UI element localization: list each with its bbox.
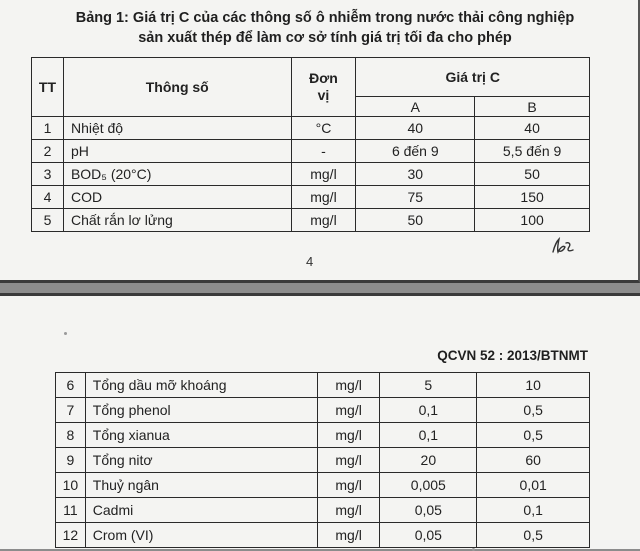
cell-unit: mg/l [291, 163, 356, 186]
table-row [32, 186, 590, 209]
page-number: 4 [306, 254, 314, 269]
cell-param: Tổng dầu mỡ khoáng [85, 373, 317, 398]
cell-param: Tổng phenol [85, 398, 317, 423]
header-param: Thông số [63, 58, 291, 117]
cell-b: 0,01 [477, 473, 590, 498]
table-row [56, 473, 590, 498]
header-value-c: Giá trị C [356, 58, 590, 97]
table-row [32, 163, 590, 186]
table-row [56, 523, 590, 548]
header-col-a: A [356, 97, 475, 117]
cell-a: 5 [380, 373, 477, 398]
cell-tt: 10 [56, 473, 86, 498]
cell-param: Thuỷ ngân [85, 473, 317, 498]
table-caption [40, 8, 610, 48]
cell-a: 30 [356, 163, 475, 186]
cell-a: 0,005 [380, 473, 477, 498]
cell-unit: - [291, 140, 356, 163]
cell-tt: 7 [56, 398, 86, 423]
header-col-b: B [475, 97, 590, 117]
cell-b: 0,1 [477, 498, 590, 523]
scan-speck [64, 332, 67, 335]
standard-code: QCVN 52 : 2013/BTNMT [437, 348, 588, 363]
table-row [32, 117, 590, 140]
cell-tt: 8 [56, 423, 86, 448]
cell-tt: 3 [32, 163, 64, 186]
cell-b: 60 [477, 448, 590, 473]
cell-b: 0,5 [477, 423, 590, 448]
handwritten-initials-icon [550, 236, 576, 256]
cell-unit: mg/l [317, 498, 379, 523]
caption-line-2: sản xuất thép để làm cơ sở tính giá trị tối đa cho phép [138, 30, 512, 46]
table-row [56, 448, 590, 473]
caption-line-1: Bảng 1: Giá trị C của các thông số ô nhiễm trong nước thải công nghiệp [75, 10, 575, 26]
cell-a: 6 đến 9 [356, 140, 475, 163]
cell-unit: mg/l [317, 423, 379, 448]
cell-param: pH [63, 140, 291, 163]
cell-b: 0,5 [477, 398, 590, 423]
table-row [56, 373, 590, 398]
cell-param: COD [63, 186, 291, 209]
cell-param: Chất rắn lơ lửng [63, 209, 291, 232]
cell-tt: 1 [32, 117, 64, 140]
cell-b: 5,5 đến 9 [475, 140, 590, 163]
cell-a: 0,05 [380, 523, 477, 548]
cell-param: Crom (VI) [85, 523, 317, 548]
table-row [56, 423, 590, 448]
cell-b: 50 [475, 163, 590, 186]
cell-b: 40 [475, 117, 590, 140]
cell-a: 0,05 [380, 498, 477, 523]
cell-b: 150 [475, 186, 590, 209]
table-row [32, 140, 590, 163]
document-page-2 [0, 293, 640, 549]
cell-a: 50 [356, 209, 475, 232]
table-row [56, 498, 590, 523]
header-tt: TT [32, 58, 64, 117]
cell-tt: 9 [56, 448, 86, 473]
table-row [56, 398, 590, 423]
header-unit [291, 58, 356, 117]
cell-unit: mg/l [291, 186, 356, 209]
cell-param: BOD₅ (20°C) [63, 163, 291, 186]
cell-unit: mg/l [291, 209, 356, 232]
cell-a: 0,1 [380, 423, 477, 448]
header-unit-line1: Đơn [309, 70, 338, 86]
cell-unit: °C [291, 117, 356, 140]
parameter-table-part-2 [55, 372, 590, 548]
cell-b: 100 [475, 209, 590, 232]
cell-a: 0,1 [380, 398, 477, 423]
cell-tt: 2 [32, 140, 64, 163]
cell-b: 10 [477, 373, 590, 398]
cell-param: Tổng xianua [85, 423, 317, 448]
parameter-table-part-1 [31, 57, 590, 232]
cell-tt: 12 [56, 523, 86, 548]
cell-tt: 11 [56, 498, 86, 523]
cell-a: 40 [356, 117, 475, 140]
table-row [32, 209, 590, 232]
cell-a: 75 [356, 186, 475, 209]
cell-unit: mg/l [317, 373, 379, 398]
cell-unit: mg/l [317, 523, 379, 548]
cell-tt: 6 [56, 373, 86, 398]
cell-a: 20 [380, 448, 477, 473]
cell-unit: mg/l [317, 448, 379, 473]
cell-unit: mg/l [317, 473, 379, 498]
cell-param: Cadmi [85, 498, 317, 523]
cell-param: Tổng nitơ [85, 448, 317, 473]
cell-tt: 5 [32, 209, 64, 232]
cell-param: Nhiệt độ [63, 117, 291, 140]
cell-tt: 4 [32, 186, 64, 209]
header-unit-line2: vị [317, 87, 330, 103]
cell-b: 0,5 [477, 523, 590, 548]
cell-unit: mg/l [317, 398, 379, 423]
